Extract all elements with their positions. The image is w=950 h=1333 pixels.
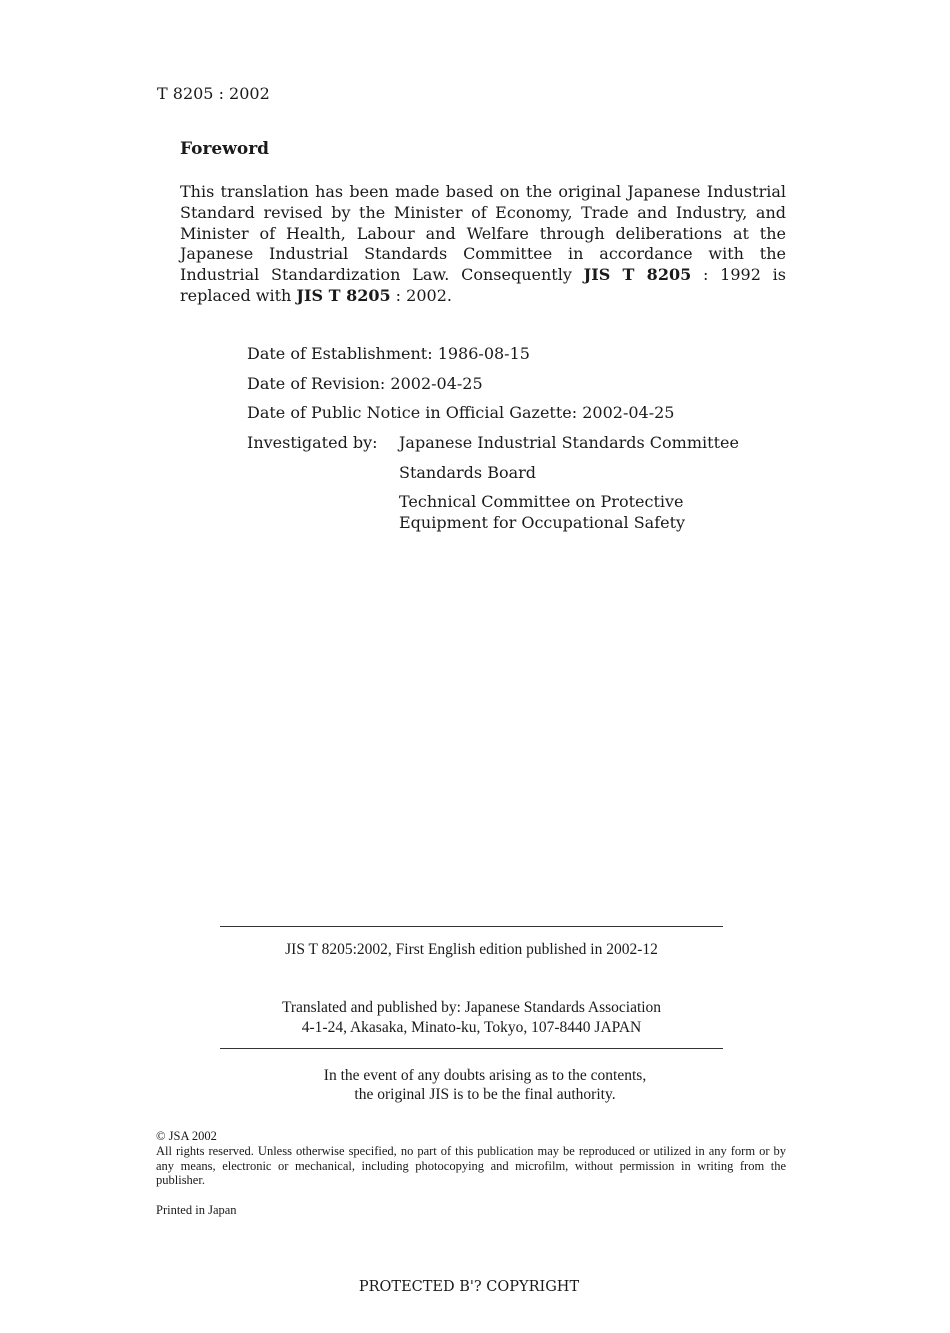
board-name: Standards Board [399,462,537,482]
new-standard: JIS T 8205 [296,285,391,305]
technical-committee-line-1: Technical Committee on Protective [399,492,684,511]
top-divider [220,926,723,927]
date-of-establishment: Date of Establishment: 1986-08-15 [247,344,530,363]
protected-footer: PROTECTED B'? COPYRIGHT [358,1279,580,1295]
dates-block [247,344,674,433]
foreword-text-1: This translation has been made based on the original Japanese Industrial Standard revised by the Minister of Economy, Trade and Industry, and Minister of Health, Labour and Welfare through deliberations at the Japanese Industrial Standards Committee in accordance with the Industrial Standardization Law. Consequently [180,182,786,285]
technical-committee [399,492,739,533]
copyright-symbol-line: © JSA 2002 [156,1129,217,1143]
technical-committee-line-2: Equipment for Occupational Safety [399,512,686,532]
bottom-divider [220,1048,723,1049]
committee-name: Japanese Industrial Standards Committee [399,433,739,452]
foreword-paragraph [180,182,786,307]
doubts-line-2: the original JIS is to be the final authority. [354,1086,616,1103]
investigated-block [247,433,739,533]
date-of-revision: Date of Revision: 2002-04-25 [247,373,483,393]
document-number: T 8205 : 2002 [157,84,270,103]
copyright-notice [156,1129,786,1188]
foreword-text-3: : 2002. [390,285,452,305]
printed-in: Printed in Japan [156,1203,237,1217]
old-standard: JIS T 8205 [583,265,692,285]
investigated-values [399,433,739,533]
foreword-text-2: : 1992 is replaced with [180,265,786,305]
investigated-label: Investigated by: [247,433,378,452]
date-of-public-notice: Date of Public Notice in Official Gazette: 2002-04-25 [247,403,675,422]
publisher-line: Translated and published by: Japanese Standards Association [281,999,662,1016]
copyright-rights: All rights reserved. Unless otherwise specified, no part of this publication may be reproduced or utilized in any form or by any means, electronic or mechanical, including photocopying and microfilm, without permission in writing from the publisher. [156,1143,786,1188]
foreword-heading: Foreword [180,139,270,159]
doubts-line-1: In the event of any doubts arising as to the contents, [323,1067,647,1084]
edition-line: JIS T 8205:2002, First English edition published in 2002-12 [285,941,658,958]
publisher-address: 4-1-24, Akasaka, Minato-ku, Tokyo, 107-8440 JAPAN [301,1019,642,1036]
